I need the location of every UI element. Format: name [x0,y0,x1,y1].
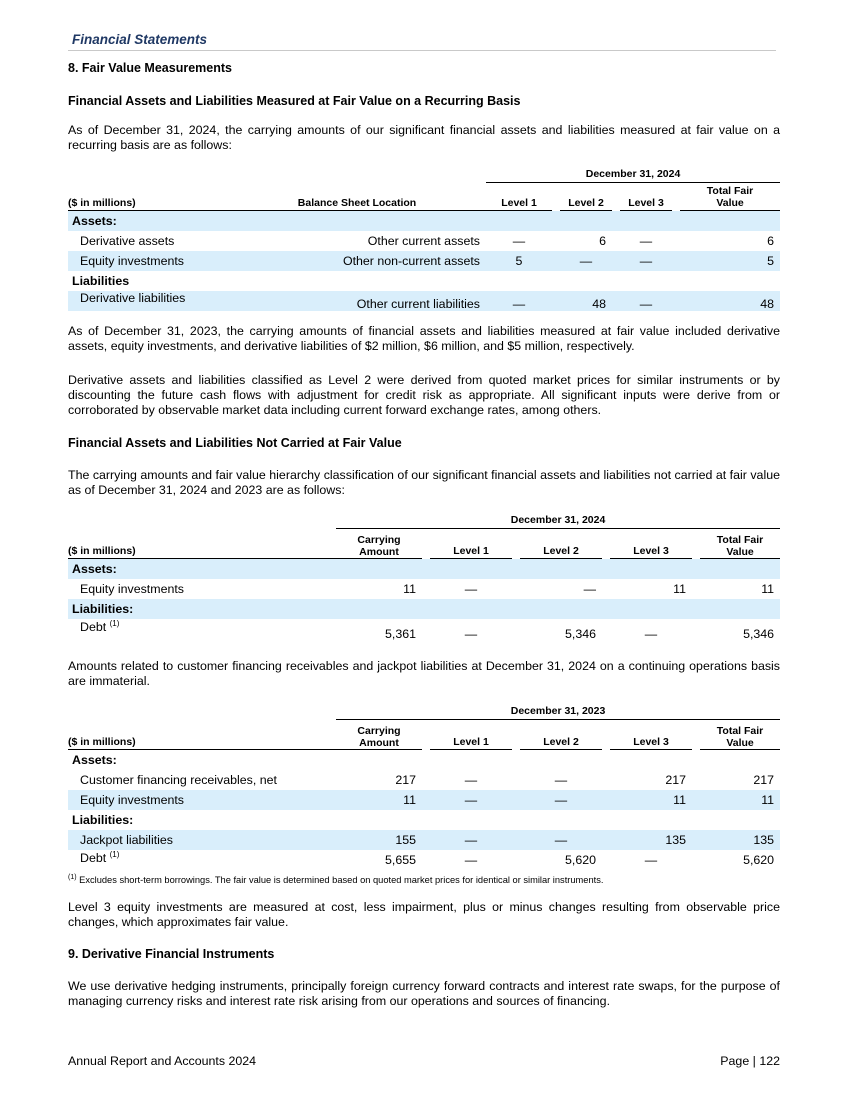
row-label: Equity investments [80,582,184,596]
cell-level2: — [520,790,602,810]
table1-col-level1: Level 1 [486,183,552,211]
cell-carrying: 11 [336,790,422,810]
paragraph-level2-derivation: Derivative assets and liabilities classified as Level 2 were derived from quoted market prices for similar instruments or by discounting the future cash flows with adjustment for credit risk as appropriate. All significant inputs were derive from or corroborated by observable market data including current forward exchange rates, among others. [68,373,780,417]
row-label: Equity investments [68,790,336,810]
table1-col-level3: Level 3 [620,183,672,211]
paragraph-2023-recurring: As of December 31, 2023, the carrying amounts of financial assets and liabilities measured at fair value included derivative assets, equity investments, and derivative liabilities of $2 million, $6 million, and $5 million, respectively. [68,324,780,353]
table2-assets-label: Assets: [68,559,780,580]
cell-carrying: 11 [403,582,416,596]
row-label-text: Debt [80,851,107,866]
table2-col-carrying: Carrying Amount [336,529,422,559]
table-row [68,251,780,271]
cell-level2: — [583,582,596,596]
page-header-title: Financial Statements [72,32,208,47]
cell-level2: — [560,251,612,271]
row-location: Other current assets [367,234,480,248]
paragraph-not-carried-intro: The carrying amounts and fair value hierarchy classification of our significant financial assets and liabilities not carried at fair value as of December 31, 2024 and 2023 are as follows: [68,468,780,497]
table-recurring-fair-value [68,158,780,311]
row-label-text: Debt [80,620,107,635]
paragraph-recurring-intro: As of December 31, 2024, the carrying amounts of our significant financial assets and liabilities measured at fair value on a recurring basis are as follows: [68,123,780,152]
cell-level1: — [430,830,512,850]
table2-col-label: ($ in millions) [68,529,336,559]
subsection-not-carried-heading: Financial Assets and Liabilities Not Carried at Fair Value [68,436,402,450]
cell-level1: — [464,853,478,867]
table-footnote [68,874,603,885]
cell-level3: — [620,251,672,271]
table3-col-carrying: Carrying Amount [336,720,422,750]
table-row [68,619,780,641]
table3-col-label: ($ in millions) [68,720,336,750]
table3-col-level3: Level 3 [610,720,692,750]
table3-col-level1: Level 1 [430,720,512,750]
table-row [68,790,780,810]
paragraph-level3-equity: Level 3 equity investments are measured at cost, less impairment, plus or minus changes resulting from observable price changes, which approximates fair value. [68,900,780,929]
footer-report-title: Annual Report and Accounts 2024 [68,1054,257,1068]
cell-total: 5 [680,251,780,271]
cell-level3: 11 [673,582,686,596]
cell-total: 6 [767,234,775,248]
cell-level2: — [554,773,568,787]
row-label: Jackpot liabilities [68,830,336,850]
cell-level3: — [639,234,653,248]
table3-group-header: December 31, 2023 [336,695,780,720]
table3-col-total: Total Fair Value [700,720,780,750]
cell-total: 5,346 [743,627,775,641]
cell-carrying: 217 [395,773,416,787]
row-label [68,850,336,870]
row-label: Equity investments [68,251,214,271]
table-row [68,770,780,790]
cell-level1: — [464,627,478,641]
footnote-ref: (1) [109,619,120,628]
cell-level2: — [520,830,602,850]
cell-level3: 11 [610,790,692,810]
row-label: Derivative assets [80,234,175,248]
cell-level3: 135 [610,830,692,850]
table2-liabilities-label: Liabilities: [68,599,780,619]
table1-col-total: Total Fair Value [680,183,780,211]
table1-col-location: Balance Sheet Location [214,183,486,211]
subsection-recurring-heading: Financial Assets and Liabilities Measured at Fair Value on a Recurring Basis [68,94,521,108]
cell-carrying: 155 [336,830,422,850]
table3-col-level2: Level 2 [520,720,602,750]
table-row [68,850,780,870]
table3-assets-label: Assets: [72,753,117,767]
cell-level3: 217 [665,773,686,787]
cell-level1: — [430,790,512,810]
table-not-carried-2023 [68,695,780,870]
footnote-ref: (1) [109,850,120,859]
table2-col-level3: Level 3 [610,529,692,559]
cell-total: 217 [753,773,775,787]
cell-level1: — [512,234,526,248]
cell-level1: 5 [486,251,552,271]
table1-liabilities-label: Liabilities [72,274,130,288]
table1-col-level2: Level 2 [560,183,612,211]
cell-carrying: 5,361 [384,627,416,641]
table-not-carried-2024 [68,504,780,641]
table2-group-header: December 31, 2024 [336,504,780,529]
footer-page-number: Page | 122 [720,1054,780,1068]
section-8-heading: 8. Fair Value Measurements [68,61,232,75]
cell-level3: — [644,627,658,641]
row-label [68,619,336,641]
table-row [68,231,780,251]
table2-col-total: Total Fair Value [700,529,780,559]
row-label: Derivative liabilities [68,291,214,311]
footnote-text: Excludes short-term borrowings. The fair value is determined based on quoted market prices for identical or similar instruments. [76,875,604,886]
cell-level2: 5,346 [564,627,596,641]
cell-level3: — [644,853,658,867]
table-row [68,579,780,599]
cell-total: 48 [680,291,780,311]
table2-col-level1: Level 1 [430,529,512,559]
section-9-heading: 9. Derivative Financial Instruments [68,947,275,961]
cell-carrying: 5,655 [384,853,416,867]
row-location: Other non-current assets [214,251,486,271]
cell-level2: 48 [560,291,612,311]
cell-total: 5,620 [743,853,775,867]
cell-level1: — [464,582,478,596]
cell-total: 11 [700,790,780,810]
cell-level2: 5,620 [564,853,596,867]
cell-level2: 6 [599,234,606,248]
table1-col-label: ($ in millions) [68,183,214,211]
paragraph-derivatives-intro: We use derivative hedging instruments, principally foreign currency forward contracts and interest rate swaps, for the purpose of managing currency risks and interest rate risk arising from our operations and sources of financing. [68,979,780,1008]
cell-level1: — [464,773,478,787]
paragraph-immaterial: Amounts related to customer financing receivables and jackpot liabilities at December 31, 2024 on a continuing operations basis are immaterial. [68,659,780,688]
footnote-mark: (1) [68,874,77,881]
row-location: Other current liabilities [214,291,486,311]
table2-col-level2: Level 2 [520,529,602,559]
table-row [68,830,780,850]
header-divider [68,50,776,51]
cell-level1: — [486,291,552,311]
cell-total: 135 [700,830,780,850]
table1-assets-label: Assets: [68,211,780,232]
cell-level3: — [620,291,672,311]
row-label: Customer financing receivables, net [80,773,277,787]
cell-total: 11 [761,582,775,596]
table-row [68,291,780,311]
table3-liabilities-label: Liabilities: [72,813,134,827]
table1-group-header: December 31, 2024 [486,158,780,183]
